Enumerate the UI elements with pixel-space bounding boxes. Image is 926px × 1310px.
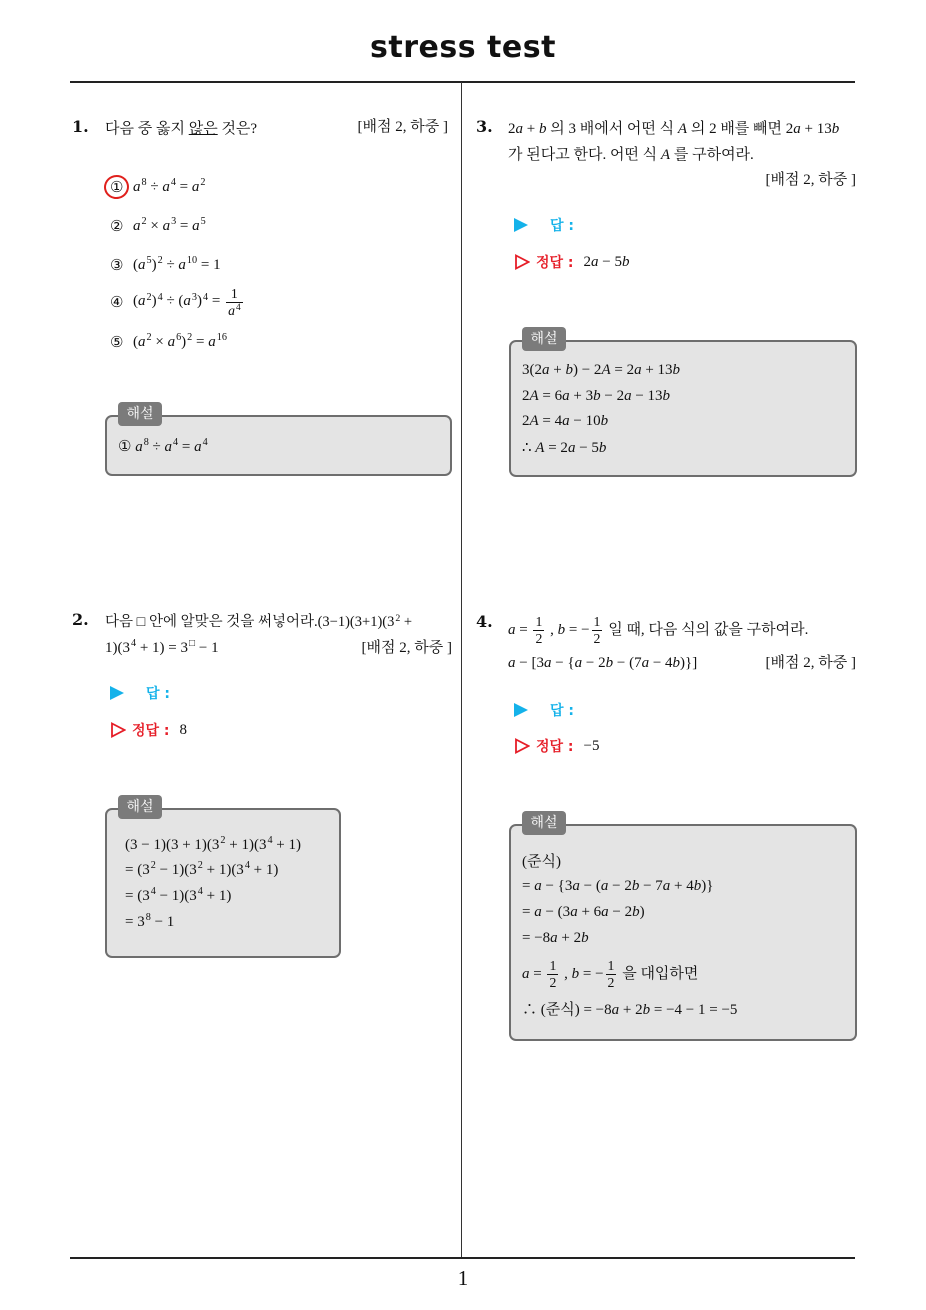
math-text [133,218,141,234]
math-text: 8 [179,721,188,738]
explanation-line [522,954,698,994]
fraction-numerator [592,614,603,631]
math-variable: a [611,1001,620,1018]
math-variable: a [138,256,146,273]
math-text: = a − {3a − (a − 2b − 7a + 4b)} [522,877,714,894]
math-text: ÷ a [162,256,186,273]
math-variable: a [562,412,570,429]
option-4 [110,282,245,322]
superscript: 5 [146,255,152,267]
math-variable: A [529,387,539,404]
superscript: 4 [202,437,208,449]
math-variable: a [208,333,216,350]
option-expression [133,334,227,351]
fraction [592,614,603,647]
math-expression [522,904,645,921]
answer-label: 답 : [550,218,574,234]
math-variable: b [605,654,614,671]
math-text: 2 [549,974,557,990]
outline-triangle-icon [110,722,126,738]
math-variable: a [183,293,191,310]
math-variable: b [672,654,681,671]
footer-rule [70,1257,855,1259]
fraction-denominator [592,631,603,647]
correct-answer-value [584,254,630,271]
math-text: ) [151,256,157,273]
math-variable: a [194,438,202,455]
math-text: + 1) [272,836,302,853]
superscript: 8 [143,437,149,449]
math-expression [522,930,589,947]
superscript: □ [189,638,196,650]
fraction-numerator [547,958,558,975]
math-text: a = [508,621,532,638]
math-text: 다음 중 옳지 [105,120,189,137]
math-variable: a [133,217,141,234]
math-text: 가 된다고 한다. 어떤 식 A 를 구하여라. [508,146,754,163]
explanation-line [522,360,680,380]
math-text: + 1)(3 [225,836,267,853]
math-text: 1 [607,957,615,973]
math-text: 다음 □ 안에 알맞은 것을 써넣어라.(3−1)(3+1)(3 [105,613,395,630]
math-variable: a [574,654,583,671]
math-text: = (3 [125,887,150,904]
math-variable: b [581,929,589,946]
option-marker: ② [110,218,124,235]
filled-triangle-icon [514,703,528,717]
math-text: 1 [593,613,601,629]
math-text: + [400,613,413,630]
question-text-line [105,638,219,658]
superscript: 4 [203,292,209,304]
option-marker: ⑤ [110,334,124,351]
explanation-line [522,437,606,457]
correct-answer-row [514,736,600,756]
question-number: 2. [72,610,89,629]
math-variable: b [598,439,607,456]
option-1 [110,167,205,207]
explanation-box [105,808,341,958]
math-variable: a [164,438,173,455]
option-marker: ① [110,179,124,196]
question-text-line [508,610,808,650]
math-variable: b [571,965,580,982]
math-text: ÷ a [148,438,173,455]
math-text: 1 [230,285,238,301]
explanation-line [125,835,301,855]
fraction-denominator [606,975,617,991]
question-text-line [508,143,754,163]
math-expression [584,254,630,270]
math-expression [522,998,737,1019]
math-variable: a [591,253,599,270]
math-expression [508,655,697,672]
math-text: 2A = 4a − 10b [522,412,609,429]
superscript: 2 [200,177,206,189]
fraction [226,286,243,319]
superscript: 4 [244,860,250,872]
explanation-tab: 해설 [522,811,566,835]
superscript: 2 [220,835,226,847]
math-variable: a [600,877,609,894]
option-expression [133,179,205,196]
correct-answer-label: 정답 : [536,255,574,271]
math-variable: a [543,654,552,671]
superscript: 16 [216,332,227,344]
outline-triangle-icon [514,254,530,270]
math-expression [125,837,301,854]
answer-label: 답 : [146,686,170,702]
math-variable: a [534,903,542,920]
math-variable: b [600,412,609,429]
correct-answer-row [110,720,187,740]
correct-answer-value [180,722,188,739]
math-text: 1 [535,613,543,629]
math-expression [125,888,231,905]
superscript: 4 [131,638,137,650]
math-expression [522,438,606,457]
math-text: ) [197,293,203,310]
math-expression [508,117,839,138]
math-variable: a [135,438,143,455]
math-text: ① a [118,438,143,455]
answer-label: 답 : [550,703,574,719]
math-variable: a [162,217,171,234]
superscript: 2 [146,292,152,304]
superscript: 3 [171,216,177,228]
math-variable: a [522,965,530,982]
superscript: 2 [395,612,401,624]
math-text: = (3 [125,861,150,878]
math-text: −5 [583,737,600,754]
math-text: × a [151,333,176,350]
math-text: 3(2a + b) − 2A = 2a + 13b [522,361,681,378]
page-number: 1 [457,1266,469,1290]
math-text: ) [151,293,157,310]
math-expression [522,958,698,991]
math-variable: b [672,361,681,378]
question-text-line [105,117,257,137]
math-text: 2a + b 의 3 배에서 어떤 식 A 의 2 배를 빼면 2a + 13b [508,120,840,137]
math-variable: a [662,877,671,894]
superscript: 2 [150,860,156,872]
math-text: (a [133,256,146,273]
math-expression [133,334,227,350]
math-variable: b [632,903,640,920]
fraction [533,614,544,647]
explanation-tab: 해설 [118,795,162,819]
fraction-numerator [533,614,544,631]
math-expression [133,179,205,195]
math-expression [105,640,219,657]
math-text: ÷ (a [162,293,191,310]
superscript: 4 [170,177,176,189]
math-expression [125,862,278,879]
math-variable: a [624,387,632,404]
fraction-denominator [226,303,243,319]
math-text: = a [176,217,200,234]
superscript: 4 [267,835,273,847]
superscript: 6 [176,332,182,344]
math-expression [133,257,221,273]
page-title: stress test [370,30,556,65]
fraction [606,958,617,991]
math-text: = a − (3a + 6a − 2b) [522,903,645,920]
math-text: 2 [607,974,615,990]
math-variable: a [570,903,578,920]
math-text: 을 대입하면 [618,965,699,982]
answer-row [514,700,574,720]
math-text: − 1 [150,913,175,930]
math-expression [133,218,206,234]
explanation-line [522,411,608,431]
math-variable: a [138,333,146,350]
superscript: 4 [173,437,179,449]
math-variable: a [793,120,801,137]
answer-row [110,683,170,703]
math-variable: A [601,361,611,378]
math-variable: b [557,621,566,638]
superscript: 4 [157,292,163,304]
math-text: 2 [593,630,601,646]
option-2 [110,206,206,246]
fraction-numerator [226,286,243,303]
question-text-line [508,117,839,137]
explanation-tab: 해설 [522,327,566,351]
math-text: ∴ (준식) = −8a + 2b = −4 − 1 = −5 [522,1001,738,1018]
explanation-line [125,860,278,880]
math-text: (3 − 1)(3 + 1)(3 [125,836,220,853]
question-number: 1. [72,117,89,136]
math-text: 1 [549,957,557,973]
math-expression [125,914,174,931]
superscript: 4 [150,886,156,898]
math-text: + 1) [249,861,279,878]
superscript: 8 [145,912,151,924]
math-text: (a [133,293,146,310]
math-variable: b [693,877,702,894]
math-text: = [208,293,225,310]
score-meta: [배점 2, 하중 ] [361,640,452,656]
math-variable: b [538,120,547,137]
option-expression [133,218,206,235]
math-text: = a [175,178,200,195]
math-text: 1)(3 [105,639,130,656]
math-text: = a [178,438,202,455]
fraction-numerator [606,958,617,975]
math-text: 일 때, 다음 식의 값을 구하여라. [604,621,809,638]
score-meta: [배점 2, 하중 ] [765,172,856,188]
math-text: × a [146,217,171,234]
explanation-tab: 해설 [118,402,162,426]
correct-answer-label: 정답 : [536,739,574,755]
math-text: = −8a + 2b [522,929,589,946]
math-text: ÷ a [146,178,170,195]
math-text: 2 [535,630,543,646]
underlined-text: 않은 [188,120,218,137]
math-text: (준식) [522,853,561,870]
math-variable: a [515,120,523,137]
math-text: , b = − [546,621,590,638]
math-text: + 1) = 3 [136,639,189,656]
math-expression [118,437,208,456]
math-variable: a [508,654,516,671]
math-variable: a [572,877,580,894]
correct-answer-label: 정답 : [132,723,170,739]
math-text: 것은? [217,120,258,137]
math-variable: a [167,333,176,350]
math-variable: a [191,178,200,195]
math-variable: a [228,302,235,318]
column-divider [461,82,462,1258]
math-text: 2A = 6a + 3b − 2a − 13b [522,387,671,404]
superscript: 2 [141,216,147,228]
math-variable: a [133,178,141,195]
math-variable: a [550,929,558,946]
correct-answer-row [514,252,630,272]
math-variable: a [562,387,570,404]
option-expression [133,286,245,319]
superscript: 2 [146,332,152,344]
math-text: = 3 [125,913,145,930]
math-variable: b [622,253,630,270]
explanation-line [522,386,670,406]
math-text: − 1)(3 [155,861,197,878]
superscript: 3 [191,292,198,304]
math-variable: b [565,361,573,378]
outline-triangle-icon [514,738,530,754]
filled-triangle-icon [110,686,124,700]
explanation-line [522,998,737,1018]
correct-answer-value [584,738,600,755]
superscript: 2 [187,332,193,344]
fraction [547,958,558,991]
math-variable: A [529,412,539,429]
math-variable: b [593,387,601,404]
math-expression [105,117,257,138]
explanation-line [125,912,174,932]
math-text: = 1 [197,256,221,273]
superscript: 5 [200,216,206,228]
explanation-line [125,886,231,906]
math-text: = a [192,333,216,350]
math-expression [508,614,808,647]
math-expression [522,362,680,379]
math-text: 2a − 5b [583,253,630,270]
option-5 [110,322,227,362]
explanation-line [522,876,713,896]
math-variable: a [567,439,576,456]
math-text: + 1)(3 [202,861,244,878]
math-variable: a [542,361,550,378]
option-marker: ③ [110,257,124,274]
math-variable: a [641,654,650,671]
explanation-line [118,436,208,456]
math-variable: a [178,256,186,273]
math-expression [133,285,245,318]
filled-triangle-icon [514,218,528,232]
question-text-line [105,610,412,630]
math-text [133,179,141,195]
math-variable: a [634,361,642,378]
math-expression [180,722,188,738]
math-variable: a [601,903,609,920]
explanation-line [522,850,561,870]
math-variable: a [508,621,516,638]
answer-row [514,215,574,235]
fraction-denominator [547,975,558,991]
math-variable: b [631,877,640,894]
math-text: a = [522,965,546,982]
superscript: 2 [197,860,203,872]
math-text: − 1 [195,639,219,656]
superscript: 2 [157,255,163,267]
superscript: 4 [235,302,241,313]
math-text [228,303,235,318]
question-text-line [508,653,697,673]
math-text: , b = − [560,965,604,982]
math-expression [584,738,600,754]
question-number: 3. [476,117,493,136]
math-text: ) [181,333,187,350]
math-text: (a [133,333,146,350]
math-text: a − [3a − {a − 2b − (7a − 4b)}] [508,654,698,671]
score-meta: [배점 2, 하중 ] [357,119,448,135]
math-expression [522,388,670,405]
math-expression [508,143,754,164]
header-rule [70,81,855,83]
fraction-denominator [533,631,544,647]
math-variable: a [138,293,146,310]
math-expression [522,878,713,895]
math-variable: b [662,387,671,404]
option-expression [133,257,221,274]
math-expression [522,413,608,430]
explanation-line [522,928,589,948]
math-text: + 1) [202,887,232,904]
math-expression [105,610,412,631]
math-variable: A [660,146,671,163]
math-expression [522,850,561,871]
superscript: 4 [197,886,203,898]
math-variable: a [162,178,170,195]
math-variable: a [192,217,200,234]
math-variable: b [642,1001,651,1018]
superscript: 8 [141,177,147,189]
score-meta: [배점 2, 하중 ] [765,655,856,671]
question-number: 4. [476,612,493,631]
math-variable: b [831,120,840,137]
math-variable: a [534,877,542,894]
math-variable: A [677,120,688,137]
math-text: ∴ A = 2a − 5b [522,439,607,456]
explanation-line [522,902,645,922]
math-variable: A [535,439,545,456]
option-marker: ④ [110,294,124,311]
option-3 [110,245,221,285]
math-text: − 1)(3 [155,887,197,904]
superscript: 10 [186,255,198,267]
